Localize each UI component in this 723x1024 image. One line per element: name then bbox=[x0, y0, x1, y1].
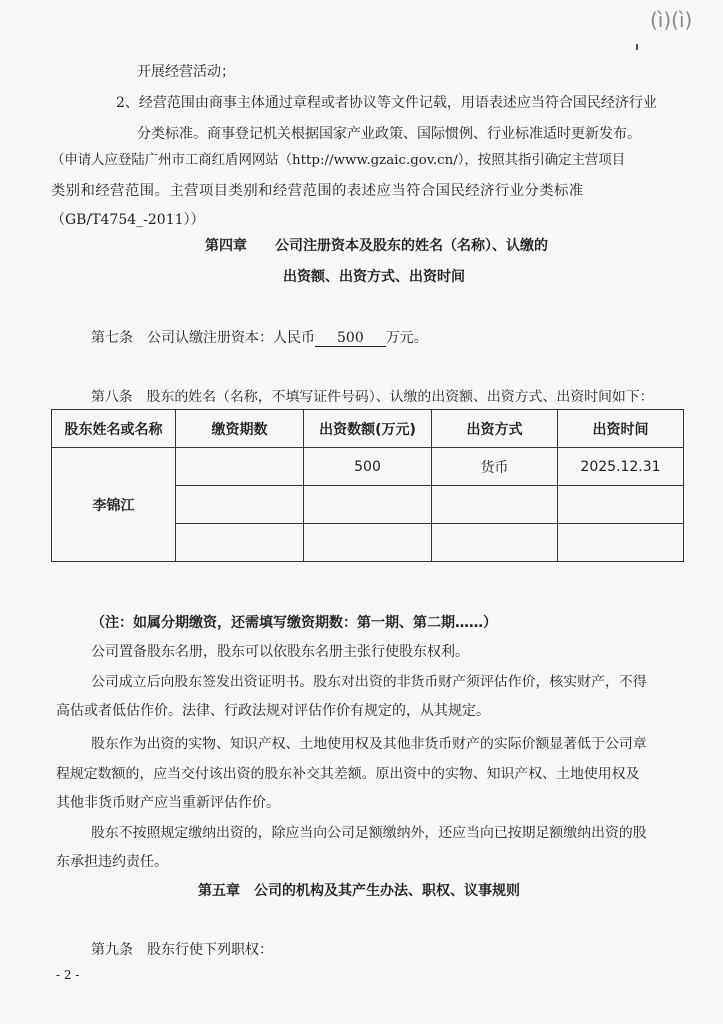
cell-date bbox=[558, 524, 684, 562]
article-9: 第九条 股东行使下列职权： bbox=[91, 942, 273, 958]
text-line-4: （申请人应登陆广州市工商红盾网网站（http://www.gzaic.gov.cn/），按照其指引确定主营项目 bbox=[51, 153, 626, 168]
text-line-2: 2、经营范围由商事主体通过章程或者协议等文件记载，用语表述应当符合国民经济行业 bbox=[116, 95, 657, 111]
page-number: - 2 - bbox=[56, 968, 80, 982]
note-line-2: 公司置备股东名册，股东可以依股东名册主张行使股东权利。 bbox=[91, 644, 469, 660]
cell-period bbox=[176, 486, 304, 524]
cell-date: 2025.12.31 bbox=[558, 448, 684, 486]
header-method: 出资方式 bbox=[432, 410, 558, 448]
table-header-row bbox=[52, 410, 684, 448]
chapter-5-title: 第五章 公司的机构及其产生办法、职权、议事规则 bbox=[198, 883, 520, 899]
cell-amount bbox=[304, 486, 432, 524]
note-line-6: 程规定数额的，应当交付该出资的股东补交其差额。原出资中的实物、知识产权、土地使用权及 bbox=[56, 766, 640, 782]
header-shareholder-name: 股东姓名或名称 bbox=[52, 410, 176, 448]
header-amount: 出资数额(万元) bbox=[304, 410, 432, 448]
note-line-8: 股东不按照规定缴纳出资的，除应当向公司足额缴纳外，还应当向已按期足额缴纳出资的股 bbox=[91, 825, 647, 841]
chapter-4-title-line-1: 第四章 公司注册资本及股东的姓名（名称）、认缴的 bbox=[205, 238, 548, 254]
article-8: 第八条 股东的姓名（名称，不填写证件号码）、认缴的出资额、出资方式、出资时间如下： bbox=[91, 389, 654, 405]
chapter-4-title-line-2: 出资额、出资方式、出资时间 bbox=[283, 269, 465, 285]
registered-capital-amount: 500 bbox=[315, 330, 386, 347]
text-line-5: 类别和经营范围。主营项目类别和经营范围的表述应当符合国民经济行业分类标准 bbox=[51, 183, 584, 199]
cell-method: 货币 bbox=[432, 448, 558, 486]
note-line-3: 公司成立后向股东签发出资证明书。股东对出资的非货币财产须评估作价，核实财产，不得 bbox=[91, 674, 647, 690]
cell-period bbox=[176, 524, 304, 562]
article-7 bbox=[91, 329, 428, 347]
cell-method bbox=[432, 486, 558, 524]
note-line-9: 东承担违约责任。 bbox=[56, 854, 168, 870]
text-line-6: （GB/T4754_-2011）） bbox=[51, 212, 205, 228]
note-line-5: 股东作为出资的实物、知识产权、土地使用权及其他非货币财产的实际价额显著低于公司章 bbox=[91, 736, 647, 752]
cell-date bbox=[558, 486, 684, 524]
text-line-1: 开展经营活动； bbox=[137, 64, 235, 80]
cell-period bbox=[176, 448, 304, 486]
cell-method bbox=[432, 524, 558, 562]
table-row bbox=[52, 448, 684, 486]
cell-amount: 500 bbox=[304, 448, 432, 486]
shareholder-table bbox=[51, 409, 684, 562]
scan-dot-mark bbox=[636, 44, 638, 50]
shareholder-name: 李锦江 bbox=[52, 448, 176, 562]
corner-handwriting-mark: (ì)(ì) bbox=[650, 8, 693, 32]
note-line-4: 高估或者低估作价。法律、行政法规对评估作价有规定的，从其规定。 bbox=[56, 703, 490, 719]
text-line-3: 分类标准。商事登记机关根据国家产业政策、国际惯例、行业标准适时更新发布。 bbox=[137, 126, 641, 142]
note-line-7: 其他非货币财产应当重新评估作价。 bbox=[56, 795, 280, 811]
article-7-suffix: 万元。 bbox=[385, 330, 428, 346]
article-7-prefix: 第七条 公司认缴注册资本：人民币 bbox=[91, 330, 315, 346]
cell-amount bbox=[304, 524, 432, 562]
header-period: 缴资期数 bbox=[176, 410, 304, 448]
installment-note: （注：如属分期缴资，还需填写缴资期数：第一期、第二期……） bbox=[91, 615, 497, 631]
header-date: 出资时间 bbox=[558, 410, 684, 448]
